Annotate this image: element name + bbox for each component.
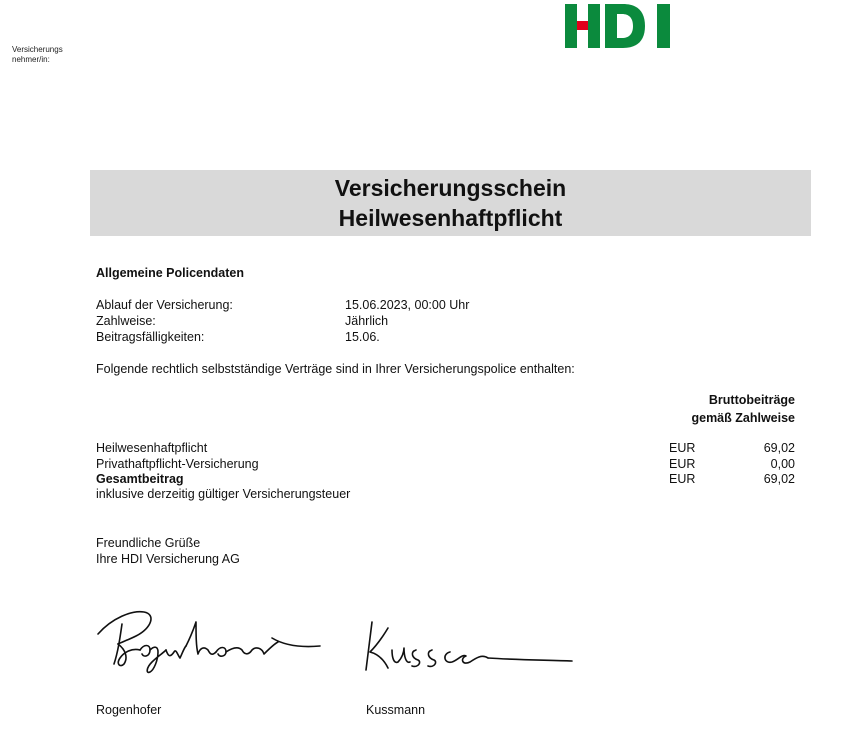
total-label: Gesamtbeitrag	[96, 472, 184, 486]
document-subtitle: Heilwesenhaftpflicht	[338, 205, 563, 231]
contract-name: Heilwesenhaftpflicht	[96, 441, 208, 455]
policyholder-label-line2: nehmer/in:	[12, 55, 50, 64]
closing-greeting: Freundliche Grüße	[96, 536, 201, 550]
signer-name: Rogenhofer	[96, 703, 162, 717]
field-value-payment-mode: Jährlich	[345, 314, 389, 328]
document-title-band	[90, 170, 811, 236]
field-label-expiry: Ablauf der Versicherung:	[96, 298, 233, 312]
document-title: Versicherungsschein	[334, 175, 567, 201]
total-currency: EUR	[669, 472, 696, 486]
contract-amount: 0,00	[770, 457, 795, 471]
premium-header-line2: gemäß Zahlweise	[691, 411, 795, 425]
signature-rogenhofer	[92, 598, 332, 678]
closing-company: Ihre HDI Versicherung AG	[96, 552, 240, 566]
contracts-intro: Folgende rechtlich selbstständige Verträge sind in Ihrer Versicherungspolice enthalten:	[96, 362, 575, 376]
policyholder-label-line1: Versicherungs	[12, 45, 63, 54]
contract-amount: 69,02	[763, 441, 795, 455]
premium-column-header	[691, 391, 795, 427]
policyholder-label	[12, 45, 63, 65]
contract-currency: EUR	[669, 441, 696, 455]
contract-currency: EUR	[669, 457, 696, 471]
signer-name: Kussmann	[366, 703, 426, 717]
premium-header-line1: Bruttobeiträge	[708, 393, 795, 407]
signature-kussmann	[358, 614, 588, 674]
field-value-due-dates: 15.06.	[345, 330, 380, 344]
contract-name: Privathaftpflicht-Versicherung	[96, 457, 259, 471]
field-label-due-dates: Beitragsfälligkeiten:	[96, 330, 205, 344]
field-value-expiry: 15.06.2023, 00:00 Uhr	[345, 298, 470, 312]
section-heading-policy-data: Allgemeine Policendaten	[96, 266, 244, 280]
field-label-payment-mode: Zahlweise:	[96, 314, 156, 328]
tax-note: inklusive derzeitig gültiger Versicherungsteuer	[96, 487, 351, 501]
total-amount: 69,02	[763, 472, 795, 486]
hdi-logo	[565, 4, 672, 48]
